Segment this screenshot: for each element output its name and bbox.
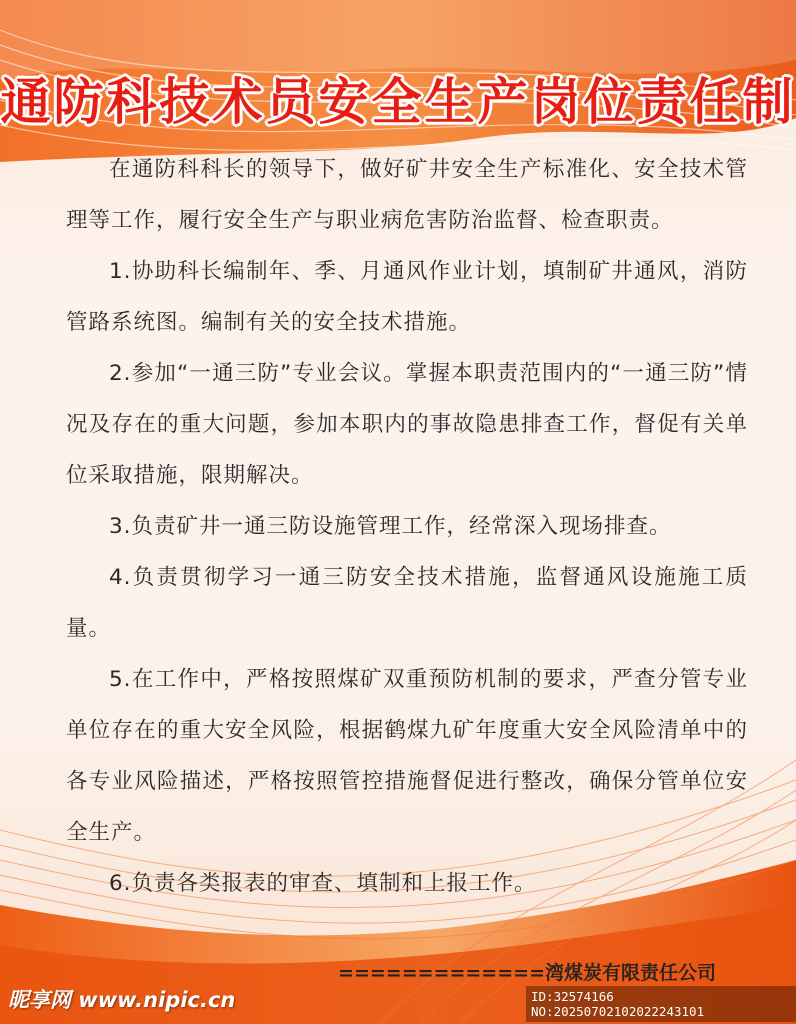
page-title: 通防科技术员安全生产岗位责任制 [0, 73, 796, 131]
intro-paragraph: 在通防科科长的领导下，做好矿井安全生产标准化、安全技术管理等工作，履行安全生产与职业病危害防治监督、检查职责。 [66, 157, 748, 233]
duty-item-2: 2.参加“一通三防”专业会议。掌握本职责范围内的“一通三防”情况及存在的重大问题，参加本职内的事故隐患排查工作，督促有关单位采取措施，限期解决。 [66, 361, 748, 488]
duty-item-5: 5.在工作中，严格按照煤矿双重预防机制的要求，严查分管专业单位存在的重大安全风险，根据鹤煤九矿年度重大安全风险清单中的各专业风险描述，严格按照管控措施督促进行整改，确保分管单位安全生产。 [66, 667, 748, 845]
duty-item-6: 6.负责各类报表的审查、填制和上报工作。 [109, 871, 537, 896]
document-body [66, 144, 748, 909]
watermark-logo: 昵享网 www.nipic.cn [8, 988, 236, 1012]
company-signature: =============湾煤炭有限责任公司 [338, 962, 716, 984]
duty-item-3: 3.负责矿井一通三防设施管理工作，经常深入现场排查。 [109, 514, 672, 539]
duty-item-1: 1.协助科长编制年、季、月通风作业计划，填制矿井通风，消防管路系统图。编制有关的安全技术措施。 [66, 259, 748, 335]
duty-item-4: 4.负责贯彻学习一通三防安全技术措施，监督通风设施施工质量。 [66, 565, 748, 641]
watermark-id: ID:32574166 NO:20250702102022243101 [526, 986, 796, 1022]
